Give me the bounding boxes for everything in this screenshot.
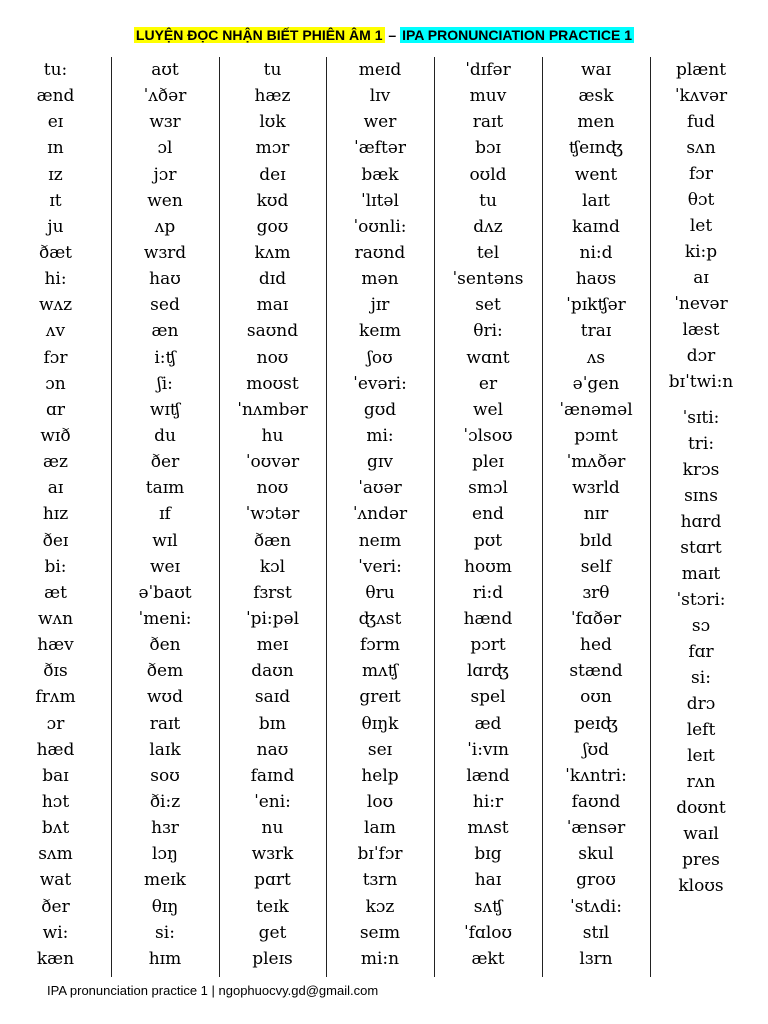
ipa-word: went <box>574 164 618 185</box>
ipa-word: ʌv <box>45 321 66 342</box>
ipa-word: ˈæftər <box>354 138 406 159</box>
ipa-word: ʃoʊ <box>367 347 393 368</box>
ipa-word: ðen <box>149 635 181 656</box>
ipa-word: deɪ <box>259 164 286 185</box>
ipa-word: ˈi:vɪn <box>467 739 509 760</box>
ipa-word: sɪns <box>684 486 718 506</box>
ipa-word: raɪt <box>149 713 181 734</box>
ipa-word: ðer <box>150 452 180 473</box>
ipa-word: end <box>472 504 504 525</box>
ipa-word: ði:z <box>149 791 181 812</box>
ipa-word: mʌʧ <box>362 661 398 682</box>
ipa-word: ˈnʌmbər <box>237 399 308 420</box>
ipa-word: ʧeɪnʤ <box>568 138 624 159</box>
ipa-word: ˈveri: <box>358 556 402 577</box>
ipa-word: kloʊs <box>678 876 724 896</box>
ipa-word: dʌz <box>473 216 503 237</box>
word-column-4 <box>326 57 435 977</box>
word-column-3 <box>219 57 327 977</box>
ipa-word: fɔr <box>43 347 68 368</box>
title-english: IPA PRONUNCIATION PRACTICE 1 <box>402 27 633 43</box>
ipa-word: neɪm <box>358 530 402 551</box>
ipa-word: ˈpɪkʧər <box>566 295 626 316</box>
ipa-word: jɔr <box>153 164 177 185</box>
ipa-word: ɔr <box>46 713 65 734</box>
page-title <box>0 25 768 45</box>
ipa-word: wat <box>39 870 72 891</box>
ipa-word: maɪt <box>681 564 721 584</box>
ipa-word: ɑr <box>45 399 65 420</box>
ipa-word: wɜrk <box>251 844 294 865</box>
ipa-word: stɪl <box>582 922 610 943</box>
ipa-word: æn <box>151 321 179 342</box>
ipa-word: oʊld <box>469 164 507 185</box>
ipa-word: mɔr <box>255 138 290 159</box>
ipa-word: ˈmʌðər <box>566 452 626 473</box>
ipa-word: ˈaʊər <box>358 478 402 499</box>
ipa-word: smɔl <box>468 478 508 499</box>
ipa-word: ˈænəməl <box>559 399 633 420</box>
ipa-word: ɔn <box>45 373 66 394</box>
ipa-word: nu <box>261 818 284 839</box>
ipa-word: ðɪs <box>43 661 68 682</box>
ipa-word: ˈɔlsoʊ <box>463 425 513 446</box>
ipa-word: ʃi: <box>157 373 173 394</box>
title-vietnamese: LUYỆN ĐỌC NHẬN BIẾT PHIÊN ÂM 1 <box>135 27 383 43</box>
ipa-word: pleɪs <box>252 948 293 969</box>
ipa-word: gɪv <box>367 452 393 473</box>
ipa-word: jɪr <box>370 295 390 316</box>
ipa-word: hed <box>580 635 612 656</box>
ipa-word: wʌz <box>38 295 73 316</box>
word-column-1 <box>0 57 112 977</box>
ipa-word: noʊ <box>256 347 289 368</box>
ipa-word: hɜr <box>151 818 179 839</box>
ipa-word: meɪ <box>256 635 289 656</box>
ipa-word: frʌm <box>35 687 76 708</box>
ipa-word: stɑrt <box>680 538 722 558</box>
ipa-word: θɪŋ <box>151 896 179 917</box>
ipa-word: er <box>478 373 498 394</box>
ipa-word: sɔ <box>691 616 711 636</box>
ipa-word: ˈfɑloʊ <box>463 922 513 943</box>
ipa-word: pres <box>682 850 720 870</box>
ipa-word: stænd <box>569 661 623 682</box>
ipa-word: θɔt <box>687 190 715 210</box>
ipa-word: ˈevəri: <box>353 373 407 394</box>
ipa-word: ni:d <box>579 242 613 263</box>
ipa-word: haʊs <box>575 269 617 290</box>
ipa-word: hɑrd <box>680 512 722 532</box>
ipa-word: fɔrm <box>359 635 401 656</box>
ipa-word: wɜrd <box>143 242 187 263</box>
ipa-word: ˈdɪfər <box>465 60 511 80</box>
ipa-word: pɔrt <box>470 635 506 656</box>
ipa-word: baɪ <box>42 765 69 786</box>
ipa-word: maɪ <box>256 295 289 316</box>
ipa-word: wʌn <box>37 608 74 629</box>
ipa-word: ˈʌðər <box>143 86 187 107</box>
ipa-word: dɔr <box>686 346 716 366</box>
ipa-word: æt <box>44 582 67 603</box>
ipa-word: gʊd <box>363 399 397 420</box>
ipa-word: raʊnd <box>354 242 406 263</box>
ipa-word: tri: <box>687 434 715 454</box>
ipa-word: goʊ <box>256 216 289 237</box>
ipa-word: ðæt <box>38 242 73 263</box>
ipa-word: ˈkʌntri: <box>565 765 627 786</box>
ipa-word: sʌʧ <box>473 896 503 917</box>
ipa-word: laɪt <box>582 190 610 211</box>
ipa-word: laɪn <box>364 818 396 839</box>
ipa-word: ˈoʊvər <box>245 452 300 473</box>
ipa-word: plænt <box>675 60 727 80</box>
ipa-word: dɪd <box>258 269 287 290</box>
ipa-word: wen <box>147 190 183 211</box>
ipa-word: lænd <box>466 765 510 786</box>
ipa-word: eɪ <box>47 112 64 133</box>
ipa-word: tel <box>476 242 500 263</box>
ipa-word: kɔl <box>259 556 286 577</box>
ipa-word: ˈnevər <box>674 294 728 314</box>
ipa-word: kʊd <box>256 190 289 211</box>
ipa-word: men <box>577 112 615 133</box>
ipa-word: ɪn <box>47 138 64 159</box>
ipa-word: wɜrld <box>572 478 620 499</box>
ipa-word: ki:p <box>684 242 718 262</box>
ipa-word: spel <box>470 687 506 708</box>
ipa-word: ˈstɔri: <box>676 590 726 610</box>
ipa-word: haɪ <box>474 870 502 891</box>
ipa-word: əˈgen <box>572 373 620 394</box>
ipa-word: aɪ <box>693 268 709 288</box>
ipa-word: fud <box>686 112 716 132</box>
ipa-word: hu <box>261 425 284 446</box>
ipa-word: bʌt <box>41 818 70 839</box>
ipa-word: sʌm <box>38 844 73 865</box>
ipa-word: lɑrʤ <box>466 661 509 682</box>
ipa-word: waɪl <box>683 824 719 844</box>
ipa-word: hæz <box>254 86 291 107</box>
ipa-word: ˈstʌdi: <box>570 896 622 917</box>
ipa-word: wɑnt <box>466 347 510 368</box>
ipa-word: doʊnt <box>676 798 726 818</box>
word-column-6 <box>542 57 651 977</box>
ipa-word: ˈkʌvər <box>674 86 728 106</box>
ipa-word: ɪz <box>48 164 63 185</box>
ipa-word: bɪn <box>258 713 287 734</box>
ipa-word: ðer <box>41 896 70 917</box>
ipa-word: æsk <box>578 86 614 107</box>
ipa-word: mʌst <box>467 818 509 839</box>
ipa-word: bɪld <box>579 530 613 551</box>
ipa-word: groʊ <box>576 870 616 891</box>
ipa-word: naʊ <box>256 739 289 760</box>
ipa-word: bɪˈfɔr <box>357 844 403 865</box>
ipa-word: faʊnd <box>571 791 621 812</box>
ipa-word: wɪl <box>152 530 178 551</box>
ipa-word: bɪg <box>474 844 502 865</box>
ipa-word: daʊn <box>251 661 294 682</box>
ipa-word: soʊ <box>150 765 180 786</box>
ipa-word: oʊn <box>580 687 612 708</box>
ipa-word: hæv <box>37 635 74 656</box>
ipa-word: hɪz <box>42 504 69 525</box>
ipa-word: laɪk <box>149 739 181 760</box>
ipa-word: fɑr <box>688 642 714 662</box>
ipa-word: θɪŋk <box>361 713 399 734</box>
ipa-word: ˈpi:pəl <box>245 608 300 629</box>
word-column-5 <box>434 57 543 977</box>
ipa-word: raɪt <box>472 112 504 133</box>
ipa-word: ˈoʊnli: <box>353 216 407 237</box>
ipa-word: æd <box>474 713 502 734</box>
word-column-2 <box>111 57 220 977</box>
ipa-word: ˈfɑðər <box>570 608 622 629</box>
ipa-word: set <box>475 295 501 316</box>
ipa-word: help <box>361 765 399 786</box>
ipa-word: kʌm <box>254 242 291 263</box>
ipa-word: hi:r <box>472 791 504 812</box>
ipa-word: hæd <box>36 739 75 760</box>
ipa-word: tu: <box>43 60 68 80</box>
ipa-word: pɔɪnt <box>574 425 618 446</box>
ipa-word: ˈlɪtəl <box>361 190 399 211</box>
ipa-word: wʊd <box>147 687 183 708</box>
ipa-word: pʊt <box>473 530 503 551</box>
ipa-word: ʌp <box>154 216 176 237</box>
ipa-word: drɔ <box>686 694 716 714</box>
ipa-word: sʌn <box>686 138 716 158</box>
ipa-word: haʊ <box>149 269 181 290</box>
ipa-word: wer <box>363 112 397 133</box>
ipa-word: ˈʌndər <box>352 504 408 525</box>
ipa-word: leɪt <box>687 746 715 766</box>
ipa-word: pɑrt <box>254 870 291 891</box>
ipa-word: ɜrθ <box>582 582 610 603</box>
ipa-word: ˈmeni: <box>138 608 192 629</box>
ipa-word: seɪm <box>359 922 401 943</box>
ipa-word: nɪr <box>583 504 609 525</box>
ipa-word: saɪd <box>254 687 291 708</box>
ipa-word: ænd <box>36 86 75 107</box>
ipa-word: θru <box>365 582 395 603</box>
ipa-word: let <box>689 216 713 236</box>
ipa-word: mi: <box>366 425 394 446</box>
ipa-word: ˈsɪti: <box>682 408 720 428</box>
ipa-word: faɪnd <box>250 765 295 786</box>
ipa-word: ˈsentəns <box>452 269 524 290</box>
ipa-word: meɪk <box>144 870 186 891</box>
ipa-word: hoʊm <box>464 556 512 577</box>
ipa-word: ðeɪ <box>42 530 69 551</box>
ipa-word: left <box>686 720 716 740</box>
ipa-word: wi: <box>42 922 69 943</box>
page-footer: IPA pronunciation practice 1 | ngophuocvy.gd@gmail.com <box>47 983 379 998</box>
ipa-word: i:ʧ <box>154 347 176 368</box>
word-grid <box>0 57 768 977</box>
ipa-word: əˈbaʊt <box>138 582 192 603</box>
ipa-word: pleɪ <box>472 452 504 473</box>
ipa-word: wɪʧ <box>149 399 181 420</box>
ipa-word: teɪk <box>256 896 289 917</box>
ipa-word: bi: <box>44 556 67 577</box>
ipa-word: loʊ <box>366 791 394 812</box>
ipa-word: saʊnd <box>246 321 299 342</box>
ipa-word: traɪ <box>580 321 612 342</box>
ipa-word: wel <box>472 399 504 420</box>
ipa-word: ɪt <box>49 190 62 211</box>
ipa-word: læst <box>682 320 720 340</box>
ipa-word: kaɪnd <box>572 216 620 237</box>
ipa-word: wɪð <box>40 425 71 446</box>
ipa-word: tu <box>263 60 282 80</box>
ipa-word: aʊt <box>151 60 179 80</box>
ipa-word: lɪv <box>369 86 391 107</box>
ipa-word: peɪʤ <box>574 713 618 734</box>
ipa-word: taɪm <box>145 478 185 499</box>
ipa-word: si: <box>691 668 711 688</box>
ipa-word: hi: <box>44 269 67 290</box>
ipa-word: ɔl <box>157 138 173 159</box>
ipa-word: ʤʌst <box>358 608 402 629</box>
ipa-word: æz <box>43 452 68 473</box>
ipa-word: lɜrn <box>579 948 613 969</box>
ipa-word: ækt <box>471 948 505 969</box>
ipa-word: bɔɪ <box>475 138 501 159</box>
ipa-word: fɔr <box>689 164 713 184</box>
ipa-word: lʊk <box>259 112 286 133</box>
ipa-word: mən <box>361 269 399 290</box>
ipa-word: wɜr <box>149 112 181 133</box>
ipa-word: keɪm <box>359 321 401 342</box>
ipa-word: noʊ <box>256 478 289 499</box>
ipa-word: ðem <box>146 661 184 682</box>
ipa-word: ʃʊd <box>582 739 610 760</box>
word-column-7 <box>650 57 752 977</box>
ipa-word: get <box>258 922 287 943</box>
ipa-word: ju <box>47 216 64 237</box>
ipa-word: ˈeni: <box>254 791 291 812</box>
ipa-word: bæk <box>361 164 399 185</box>
ipa-word: sed <box>150 295 180 316</box>
ipa-word: seɪ <box>367 739 393 760</box>
ipa-word: tɜrn <box>362 870 398 891</box>
ipa-word: kæn <box>36 948 75 969</box>
ipa-word: du <box>154 425 176 446</box>
ipa-word: ˈwɔtər <box>245 504 300 525</box>
ipa-word: waɪ <box>580 60 612 80</box>
ipa-word: moʊst <box>246 373 299 394</box>
ipa-word: ri:d <box>472 582 504 603</box>
ipa-word: self <box>580 556 612 577</box>
ipa-word: fɜrst <box>253 582 292 603</box>
ipa-word: θri: <box>473 321 503 342</box>
ipa-word: hɔt <box>41 791 70 812</box>
ipa-word: ʌs <box>586 347 606 368</box>
ipa-word: hɪm <box>148 948 182 969</box>
ipa-word: si: <box>155 922 175 943</box>
ipa-word: lɔŋ <box>152 844 178 865</box>
ipa-word: skul <box>578 844 614 865</box>
ipa-word: bɪˈtwi:n <box>668 372 734 392</box>
title-separator: – <box>388 27 397 43</box>
ipa-word: meɪd <box>358 60 402 80</box>
ipa-word: tu <box>479 190 497 211</box>
ipa-word: rʌn <box>686 772 716 792</box>
ipa-word: kɔz <box>365 896 395 917</box>
ipa-word: ˈænsər <box>566 818 626 839</box>
ipa-word: muv <box>469 86 507 107</box>
ipa-word: ɪf <box>159 504 171 525</box>
ipa-word: greɪt <box>359 687 401 708</box>
ipa-word: hænd <box>463 608 513 629</box>
ipa-word: mi:n <box>360 948 400 969</box>
ipa-word: weɪ <box>149 556 181 577</box>
ipa-word: krɔs <box>682 460 720 480</box>
ipa-word: aɪ <box>47 478 64 499</box>
ipa-word: ðæn <box>253 530 292 551</box>
